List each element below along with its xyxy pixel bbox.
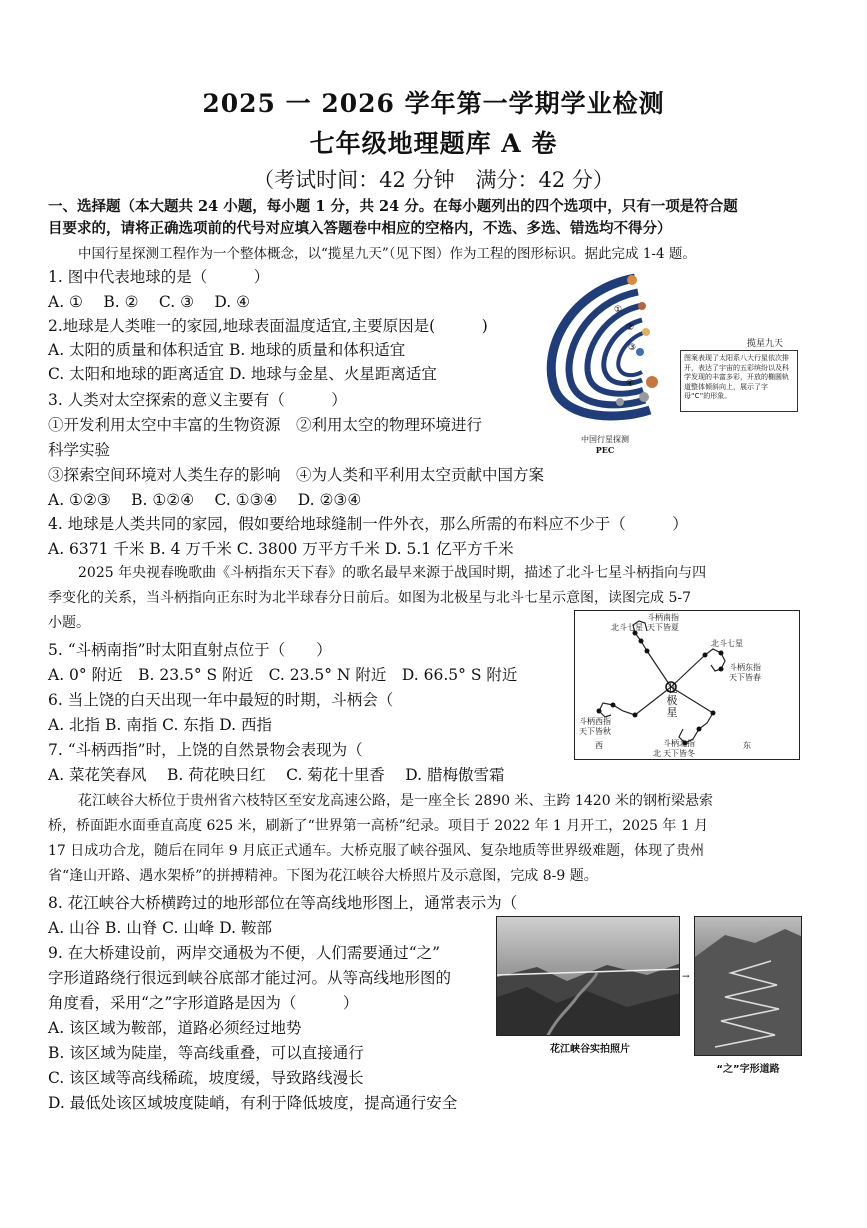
passage-3-line2: 桥，桥面距水面垂直高度 625 米，刷新了“世界第一高桥”纪录。项目于 2022 年 1 月开工，2025 年 1 月 [48,818,709,834]
dir-east: 东 [743,741,751,750]
question-9-stem-3: 角度看，采用“之”字形道路是因为（ ） [48,994,359,1012]
question-6-options: A. 北指 B. 南指 C. 东指 D. 西指 [48,716,272,734]
marker-4: ④ [626,379,635,389]
canyon-photo-caption: 花江峡谷实拍照片 [550,1044,630,1055]
question-3-item-1: ①开发利用太空中丰富的生物资源 ②利用太空的物理环境进行 [48,416,483,434]
marker-2: ② [626,323,635,333]
pec-logo-cn: 中国行星探测 [581,435,629,444]
question-9-option-d: D. 最低处该区域坡度陡峭，有利于降低坡度，提高通行安全 [48,1094,458,1112]
canyon-photo [496,916,680,1036]
question-5-options: A. 0° 附近 B. 23.5° S 附近 C. 23.5° N 附近 D. 66.5° S 附近 [48,666,518,684]
marker-3: ③ [628,343,637,353]
section-instructions-line1: 一、选择题（本大题共 24 小题，每小题 1 分，共 24 分。在每小题列出的四个选项中，只有一项是符合题 [48,198,738,215]
passage-2-line3: 小题。 [48,615,90,631]
planet-icon [616,398,624,406]
zigzag-road-graphic [695,917,802,1056]
marker-1: ① [614,305,623,315]
question-8-stem: 8. 花江峡谷大桥横跨过的地形部位在等高线地形图上，通常表示为（ [48,894,518,912]
question-6-stem: 6. 当上饶的白天出现一年中最短的时期，斗柄会（ [48,691,394,709]
planet-icon [636,348,644,356]
label-big-dipper-top: 北斗七星 [611,623,643,632]
big-dipper-figure [574,610,800,760]
pec-logo-en: PEC [595,445,615,455]
question-4-stem: 4. 地球是人类共同的家园，假如要给地球缝制一件外衣，那么所需的布料应不少于（ ） [48,515,688,533]
question-2-options-ab: A. 太阳的质量和体积适宜 B. 地球的质量和体积适宜 [48,341,406,359]
question-9-option-a: A. 该区域为鞍部，道路必须经过地势 [48,1019,302,1037]
dir-west: 西 [595,741,603,750]
question-2-stem: 2.地球是人类唯一的家园,地球表面温度适宜,主要原因是( ) [48,317,488,335]
question-3-stem: 3. 人类对太空探索的意义主要有（ ） [48,391,347,409]
label-spring: 斗柄东指 天下皆春 [729,663,761,682]
question-3-item-1b: 科学实验 [48,441,111,459]
pec-logo-figure [540,270,670,460]
question-8-options: A. 山谷 B. 山脊 C. 山峰 D. 鞍部 [48,919,272,937]
question-9-option-c: C. 该区域等高线稀疏，坡度缓，导致路线漫长 [48,1069,364,1087]
question-2-options-cd: C. 太阳和地球的距离适宜 D. 地球与金星、火星距离适宜 [48,365,437,383]
question-7-stem: 7. “斗柄西指”时，上饶的自然景物会表现为（ [48,741,363,759]
question-9-stem-2: 字形道路绕行很远到峡谷底部才能过河。从等高线地形图的 [48,969,452,987]
question-5-stem: 5. “斗柄南指”时太阳直射点位于（ ） [48,641,332,659]
pec-orbits-graphic [540,270,670,430]
question-4-options: A. 6371 千米 B. 4 万千米 C. 3800 万平方千米 D. 5.1 亿平方千米 [48,540,514,558]
label-summer: 斗柄南指 天下皆夏 [647,613,679,632]
question-1-stem: 1. 图中代表地球的是（ ） [48,268,270,286]
question-9-option-b: B. 该区域为陡崖，等高线重叠，可以直接通行 [48,1044,364,1062]
planet-icon [638,302,646,310]
zigzag-road-photo [694,916,802,1056]
question-9-stem-1: 9. 在大桥建设前，两岸交通极为不便，人们需要通过“之” [48,944,441,962]
question-7-options: A. 菜花笑春风 B. 荷花映日红 C. 菊花十里香 D. 腊梅傲雪霜 [48,766,505,784]
passage-2-line1: 2025 年央视春晚歌曲《斗柄指东天下春》的歌名最早来源于战国时期，描述了北斗七星斗柄指向与四 [78,565,707,581]
label-big-dipper-right: 北斗七星 [711,639,743,648]
passage-3-line4: 省“逢山开路、遇水架桥”的拼搏精神。下图为花江峡谷大桥照片及示意图，完成 8-9 题。 [48,868,598,884]
pec-caption-title: 揽星九天 [746,339,783,349]
passage-3-line3: 17 日成功合龙，随后在同年 9 月底正式通车。大桥克服了峡谷强风、复杂地质等世界级难题，体现了贵州 [48,843,705,859]
north-star-label: 北极星 [666,682,678,719]
label-autumn: 斗柄西指 天下皆秋 [579,717,611,736]
arrow-icon: → [682,972,690,982]
planet-icon [646,376,658,388]
dir-north: 北 [653,749,661,758]
canyon-photo-graphic [497,917,680,1036]
question-1-options: A. ① B. ② C. ③ D. ④ [48,293,251,311]
exam-subtitle: 七年级地理题库 A 卷 [309,129,558,158]
section-instructions-line2: 目要求的，请将正确选项前的代号对应填入答题卷中相应的空格内，不选、多选、错选均不得分） [48,220,672,237]
exam-time-info: （考试时间：42 分钟 满分：42 分） [253,168,614,192]
exam-title: 2025 一 2026 学年第一学期学业检测 [202,89,665,118]
zigzag-road-caption: “之”字形道路 [716,1064,780,1075]
planet-icon [639,392,649,402]
question-3-options: A. ①②③ B. ①②④ C. ①③④ D. ②③④ [48,491,362,509]
planet-icon [627,275,637,285]
passage-1: 中国行星探测工程作为一个整体概念，以“揽星九天”（见下图）作为工程的图形标识。据此完成 1-4 题。 [78,246,696,262]
pec-caption-box: 图案表现了太阳系八大行星依次排开，表达了宇宙的五彩缤纷以及科学发现的丰富多彩，开放的椭圆轨道整体倾斜向上，展示了字母“C”的形象。 [680,350,798,412]
passage-2-line2: 季变化的关系，当斗柄指向正东时为北半球春分日前后。如图为北极星与北斗七星示意图，读图完成 5-7 [48,590,691,606]
planet-icon [642,328,650,336]
label-winter: 斗柄北指 天下皆冬 [663,739,695,758]
passage-3-line1: 花江峡谷大桥位于贵州省六枝特区至安龙高速公路，是一座全长 2890 米、主跨 1420 米的钢桁梁悬索 [78,793,714,809]
question-3-item-2: ③探索空间环境对人类生存的影响 ④为人类和平利用太空贡献中国方案 [48,466,545,484]
